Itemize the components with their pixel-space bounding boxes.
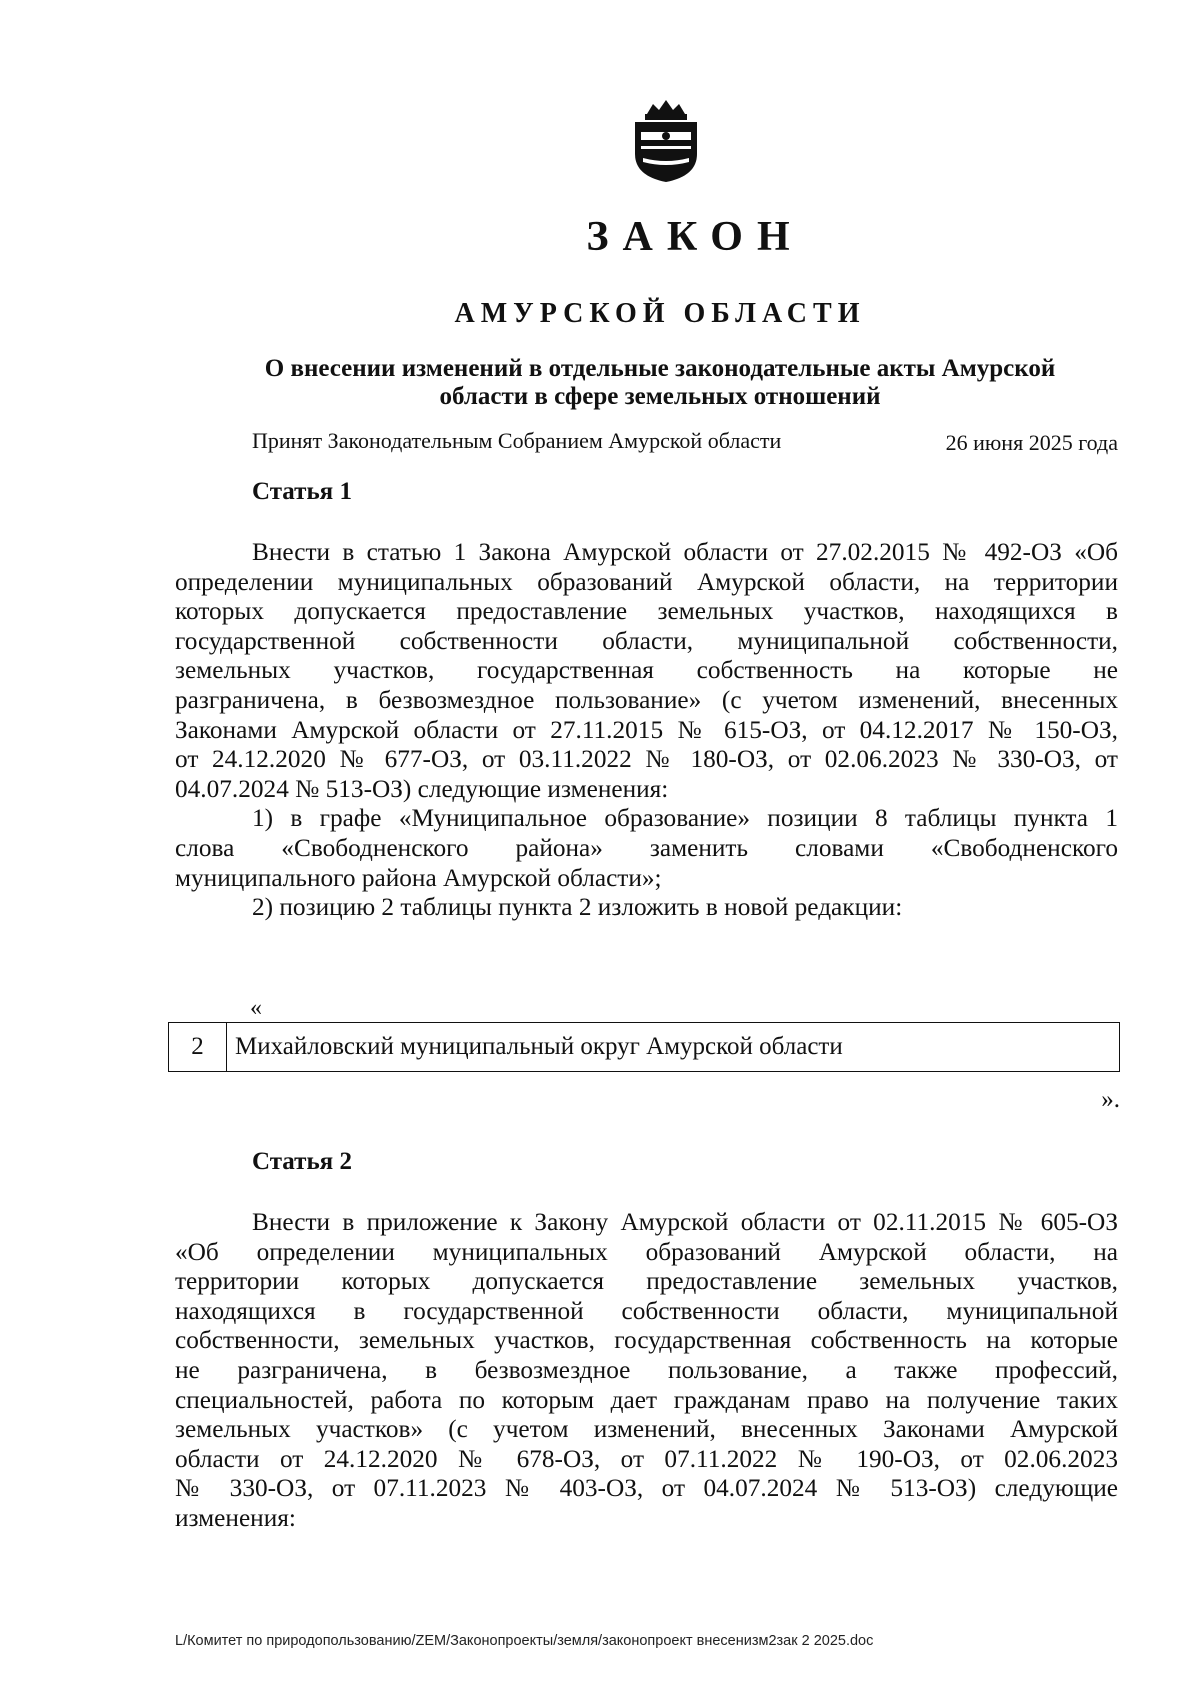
text-line: которых допускается предоставление земельных участков, находящихся в (175, 597, 1118, 626)
article-2-heading: Статья 2 (252, 1148, 352, 1175)
text-line: Законами Амурской области от 27.11.2015 № 615-ОЗ, от 04.12.2017 № 150-ОЗ, (175, 715, 1118, 744)
text-line: изменения: (175, 1503, 296, 1532)
article-2-text (175, 1208, 1118, 1534)
subject-line-1: О внесении изменений в отдельные законодательные акты Амурской (264, 355, 1056, 382)
text-line: определении муниципальных образований Амурской области, на территории (175, 567, 1118, 596)
article-1-text (175, 538, 1118, 923)
table-cell-name: Михайловский муниципальный округ Амурской области (235, 1033, 843, 1060)
item-1-line: 1) в графе «Муниципальное образование» позиции 8 таблицы пункта 1 (252, 804, 1118, 833)
amended-table-row (168, 1022, 1120, 1072)
text-line: специальностей, работа по которым дает гражданам право на получение таких (175, 1385, 1118, 1414)
text-line: «Об определении муниципальных образований Амурской области, на (175, 1237, 1118, 1266)
article-1-heading: Статья 1 (252, 478, 352, 505)
text-line: находящихся в государственной собственности области, муниципальной (175, 1296, 1118, 1325)
text-line: Внести в приложение к Закону Амурской области от 02.11.2015 № 605-ОЗ (252, 1208, 1118, 1236)
text-line: Внести в статью 1 Закона Амурской области от 27.02.2015 № 492-ОЗ «Об (252, 538, 1118, 566)
subject-line-2: области в сфере земельных отношений (439, 383, 881, 410)
table-cell-number: 2 (169, 1023, 227, 1071)
text-line: земельных участков» (с учетом изменений, внесенных Законами Амурской (175, 1415, 1118, 1444)
item-1-line: муниципального района Амурской области»; (175, 863, 662, 892)
adopted-date: 26 июня 2025 года (945, 430, 1118, 455)
file-path-footer: L/Комитет по природопользованию/ZEM/Законопроекты/земля/законопроект внесенизм2зак 2 2025.doc (175, 1633, 874, 1649)
text-line: земельных участков, государственная собственность на которые не (175, 656, 1118, 685)
text-line: государственной собственности области, муниципальной собственности, (175, 626, 1118, 655)
coat-of-arms-icon (627, 98, 705, 184)
item-1-line: слова «Свободненского района» заменить словами «Свободненского (175, 833, 1118, 862)
text-line: 04.07.2024 № 513-ОЗ) следующие изменения: (175, 774, 669, 803)
text-line: разграничена, в безвозмездное пользование» (с учетом изменений, внесенных (175, 685, 1118, 714)
adopted-by: Принят Законодательным Собранием Амурской области (252, 428, 782, 453)
quote-open: « (250, 995, 262, 1021)
document-title: ЗАКОН (586, 214, 804, 260)
quote-close: ». (1101, 1086, 1120, 1113)
text-line: области от 24.12.2020 № 678-ОЗ, от 07.11.2022 № 190-ОЗ, от 02.06.2023 (175, 1444, 1118, 1473)
text-line: от 24.12.2020 № 677-ОЗ, от 03.11.2022 № 180-ОЗ, от 02.06.2023 № 330-ОЗ, от (175, 745, 1118, 774)
text-line: не разграничена, в безвозмездное пользование, а также профессий, (175, 1355, 1118, 1384)
item-2-line: 2) позицию 2 таблицы пункта 2 изложить в новой редакции: (252, 893, 903, 922)
text-line: территории которых допускается предоставление земельных участков, (175, 1267, 1118, 1296)
document-subject (195, 355, 1125, 411)
text-line: собственности, земельных участков, государственная собственность на которые (175, 1326, 1118, 1355)
document-region: АМУРСКОЙ ОБЛАСТИ (454, 298, 866, 329)
text-line: № 330-ОЗ, от 07.11.2023 № 403-ОЗ, от 04.07.2024 № 513-ОЗ) следующие (175, 1474, 1118, 1503)
